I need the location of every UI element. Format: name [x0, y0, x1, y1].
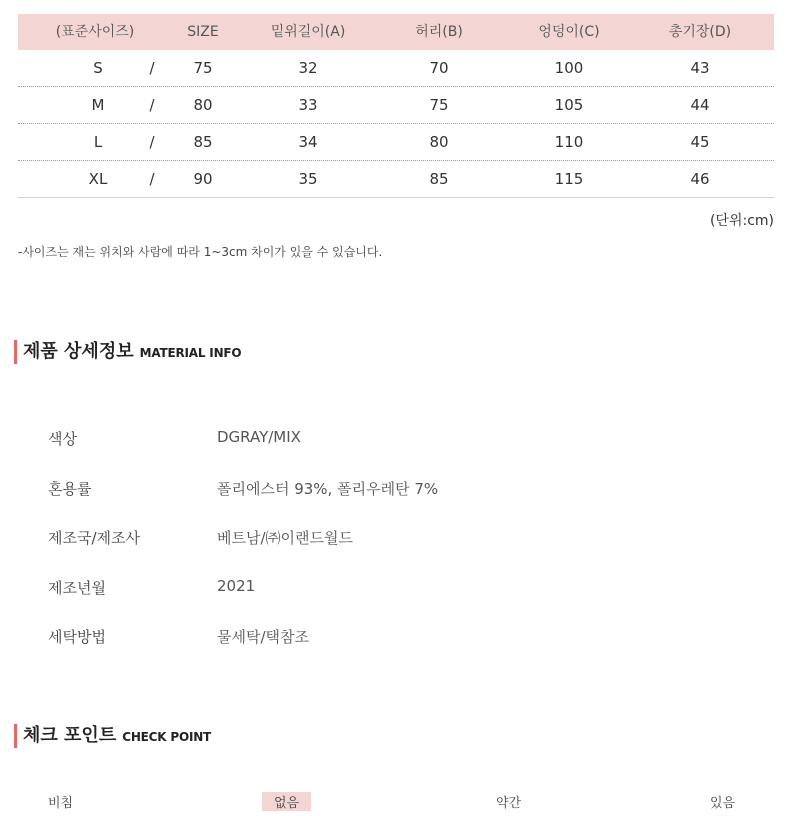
- info-value: 폴리에스터 93%, 폴리우레탄 7%: [217, 479, 439, 498]
- check-option: 있음: [710, 796, 736, 811]
- slash-cell: /: [149, 96, 155, 114]
- standard-size-cell: 80: [193, 96, 213, 114]
- header-hip: 엉덩이(C): [538, 24, 600, 40]
- table-row: [18, 161, 774, 197]
- info-value: 베트남/㈜이랜드월드: [217, 529, 353, 547]
- header-waist: 허리(B): [415, 24, 463, 40]
- size-disclaimer: -사이즈는 재는 위치와 사람에 따라 1~3cm 차이가 있을 수 있습니다.: [18, 245, 383, 259]
- standard-size-cell: 90: [193, 170, 213, 188]
- slash-cell: /: [149, 133, 155, 151]
- waist-cell: 75: [429, 96, 449, 114]
- length-cell: 44: [690, 96, 710, 114]
- table-row: [18, 87, 774, 124]
- list-item: [48, 521, 748, 571]
- header-standard-size: (표준사이즈): [55, 24, 135, 40]
- slash-cell: /: [149, 170, 155, 188]
- size-cell: XL: [88, 170, 108, 188]
- info-label: 제조국/제조사: [48, 529, 140, 547]
- length-cell: 45: [690, 133, 710, 151]
- info-value: 2021: [217, 576, 256, 595]
- info-value: DGRAY/MIX: [217, 428, 301, 446]
- check-title-ko: 체크 포인트: [23, 725, 117, 746]
- table-bottom-divider: [18, 197, 774, 198]
- waist-cell: 70: [429, 59, 449, 77]
- check-point-heading: [14, 724, 211, 748]
- list-item: [48, 620, 748, 670]
- size-table: [18, 14, 774, 198]
- header-rise-length: 밑위길이(A): [270, 24, 346, 40]
- info-value: 물세탁/택참조: [217, 628, 309, 646]
- rise-cell: 33: [298, 96, 318, 114]
- unit-note: (단위:cm): [709, 213, 774, 229]
- check-option-selected: 없음: [262, 792, 311, 811]
- length-cell: 46: [690, 170, 710, 188]
- material-info-list: [48, 422, 748, 670]
- size-cell: M: [91, 96, 105, 114]
- rise-cell: 35: [298, 170, 318, 188]
- header-size: SIZE: [187, 24, 219, 40]
- standard-size-cell: 75: [193, 59, 213, 77]
- check-point-row: [0, 786, 800, 816]
- hip-cell: 105: [554, 96, 584, 114]
- check-title-en: CHECK POINT: [122, 730, 212, 744]
- list-item: [48, 472, 748, 522]
- material-info-heading: [14, 340, 241, 364]
- check-option: 약간: [496, 796, 522, 811]
- info-label: 세탁방법: [48, 628, 106, 646]
- table-row: [18, 50, 774, 87]
- size-table-header: [18, 14, 774, 50]
- hip-cell: 100: [554, 59, 584, 77]
- standard-size-cell: 85: [193, 133, 213, 151]
- list-item: [48, 571, 748, 621]
- material-title-en: MATERIAL INFO: [139, 346, 242, 360]
- header-total-length: 총기장(D): [668, 24, 732, 40]
- slash-cell: /: [149, 59, 155, 77]
- hip-cell: 115: [554, 170, 584, 188]
- info-label: 제조년월: [48, 578, 106, 597]
- size-cell: S: [93, 59, 103, 77]
- size-cell: L: [93, 133, 103, 151]
- check-label: 비침: [48, 796, 74, 811]
- rise-cell: 32: [298, 59, 318, 77]
- info-label: 색상: [48, 430, 77, 448]
- waist-cell: 80: [429, 133, 449, 151]
- material-title-ko: 제품 상세정보: [23, 341, 134, 362]
- length-cell: 43: [690, 59, 710, 77]
- table-row: [18, 124, 774, 161]
- info-label: 혼용률: [48, 479, 92, 498]
- list-item: [48, 422, 748, 472]
- waist-cell: 85: [429, 170, 449, 188]
- rise-cell: 34: [298, 133, 318, 151]
- hip-cell: 110: [554, 133, 584, 151]
